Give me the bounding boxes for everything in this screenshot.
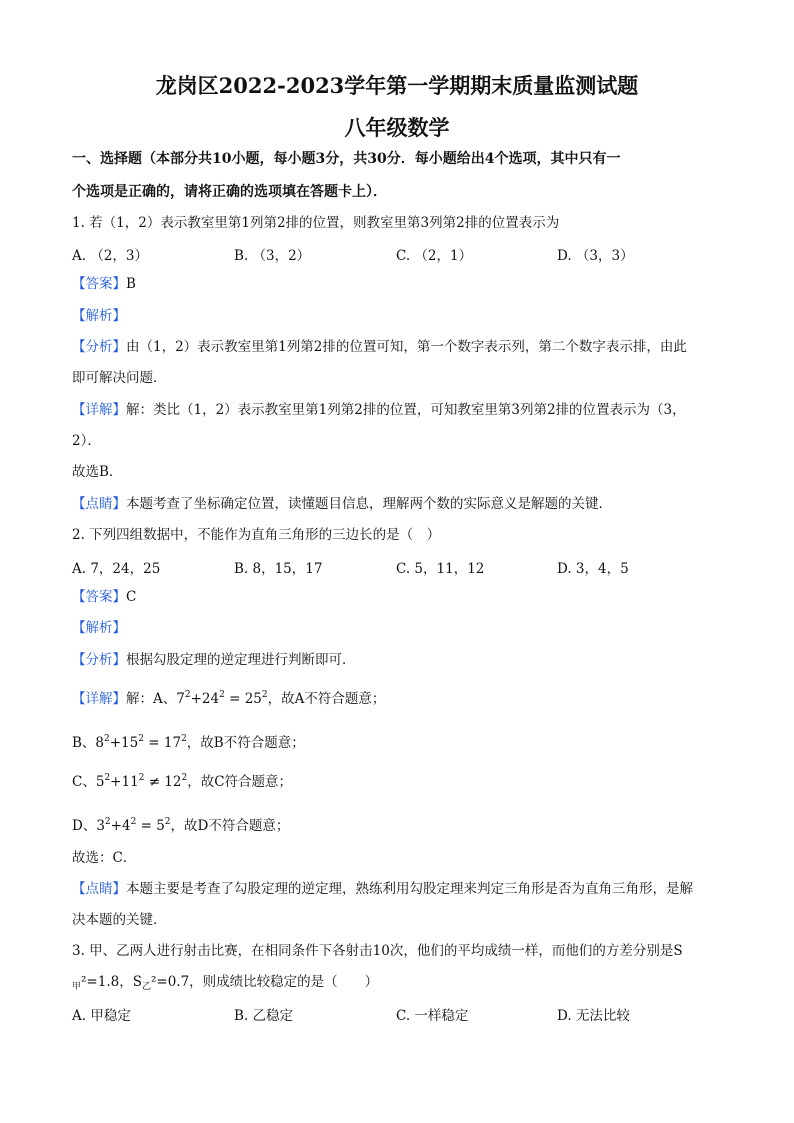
q2-option-c: C. 5，11，12 [396,561,485,577]
q2-case-d [72,813,289,835]
fenxi-text: 由（1，2）表示教室里第1列第2排的位置可知，第一个数字表示列，第二个数字表示排，由此 [126,339,687,355]
exam-subtitle: 八年级数学 [344,115,450,140]
q2-dianjing [72,880,693,898]
case-c-suffix: ，故C符合题意； [187,774,293,790]
exam-title: 龙岗区2022-2023学年第一学期期末质量监测试题 [155,73,639,98]
q1-fenxi [72,338,687,356]
q2-jiexi-tag: 【解析】 [72,620,126,636]
q1-options [0,244,794,262]
q1-jiexi-tag: 【解析】 [72,308,126,324]
case-b-formula: $8^2+15^2 = 17^2$ [95,734,187,751]
section-heading-line-1: 一、选择题（本部分共10小题，每小题3分，共30分．每小题给出4个选项，其中只有一 [72,151,621,167]
q1-xiangjie-cont: 2）． [72,433,101,449]
q2-option-d: D. 3，4，5 [557,561,629,577]
case-d-suffix: ，故D不符合题意； [170,818,290,834]
q1-option-c: C. （2，1） [396,248,473,264]
case-b-suffix: ，故B不符合题意； [186,735,305,751]
q2-fenxi [72,651,356,669]
q2-option-a: A. 7，24，25 [72,561,161,577]
q1-stem: 1. 若（1，2）表示教室里第1列第2排的位置，则教室里第3列第2排的位置表示为 [72,215,560,231]
case-c-formula: $5^2+11^2 \ne 12^2$ [95,773,188,790]
case-c-prefix: C、 [72,774,96,790]
q2-options [0,557,794,575]
xiangjie-text: 解：类比（1，2）表示教室里第1列第2排的位置，可知教室里第3列第2排的位置表示为（3， [126,402,686,418]
q3-option-d: D. 无法比较 [557,1008,630,1024]
case-b-prefix: B、 [72,735,96,751]
q3-option-a: A. 甲稳定 [72,1008,131,1024]
q3-stem-line-2 [72,973,378,996]
dianjing-text: 本题考查了坐标确定位置，读懂题目信息，理解两个数的实际意义是解题的关键． [126,496,612,512]
case-a-suffix: ，故A不符合题意； [267,691,386,707]
answer-tag: 【答案】 [72,276,126,292]
q1-dianjing [72,495,612,513]
answer-value: C [126,589,137,605]
q2-dianjing-cont: 决本题的关键． [72,912,167,928]
q1-conclusion: 故选B． [72,464,123,480]
subscript-yi: 乙 [141,982,151,992]
dianjing-tag: 【点睛】 [72,496,126,512]
q1-xiangjie [72,401,686,419]
q3-options [0,1004,794,1022]
q1-option-b: B. （3，2） [234,248,311,264]
case-a-prefix: 解：A、 [126,691,177,707]
q2-stem: 2. 下列四组数据中，不能作为直角三角形的三边长的是（ ） [72,527,441,543]
q3-stem-part-b: ²=0.7，则成绩比较稳定的是（ ） [150,974,379,990]
q2-case-c [72,769,292,791]
answer-tag: 【答案】 [72,589,126,605]
dianjing-tag: 【点睛】 [72,881,126,897]
xiangjie-tag: 【详解】 [72,402,126,418]
q3-option-b: B. 乙稳定 [234,1008,294,1024]
subscript-jia: 甲 [72,982,82,992]
q2-xiangjie-a [72,686,385,708]
q1-option-a: A. （2，3） [72,248,149,264]
q1-option-d: D. （3，3） [557,248,634,264]
q1-answer [72,275,136,293]
case-d-formula: $3^2+4^2 = 5^2$ [96,817,171,834]
q2-conclusion: 故选：C． [72,850,137,866]
fenxi-text: 根据勾股定理的逆定理进行判断即可． [126,652,356,668]
xiangjie-tag: 【详解】 [72,691,126,707]
answer-value: B [126,276,136,292]
q2-case-b [72,730,305,752]
dianjing-text: 本题主要是考查了勾股定理的逆定理，熟练利用勾股定理来判定三角形是否为直角三角形，是解 [126,881,693,897]
section-heading-line-2: 个选项是正确的，请将正确的选项填在答题卡上）． [72,184,387,200]
q2-option-b: B. 8，15，17 [234,561,323,577]
q3-stem-line-1: 3. 甲、乙两人进行射击比赛，在相同条件下各射击10次，他们的平均成绩一样，而他们的方差分别是S [72,943,683,959]
q3-stem-part-a: ²=1.8，S [81,974,142,990]
fenxi-tag: 【分析】 [72,339,126,355]
case-d-prefix: D、 [72,818,97,834]
q2-answer [72,588,136,606]
q1-fenxi-cont: 即可解决问题． [72,370,167,386]
fenxi-tag: 【分析】 [72,652,126,668]
case-a-formula: $7^2+24^2 = 25^2$ [176,690,268,707]
q3-option-c: C. 一样稳定 [396,1008,469,1024]
